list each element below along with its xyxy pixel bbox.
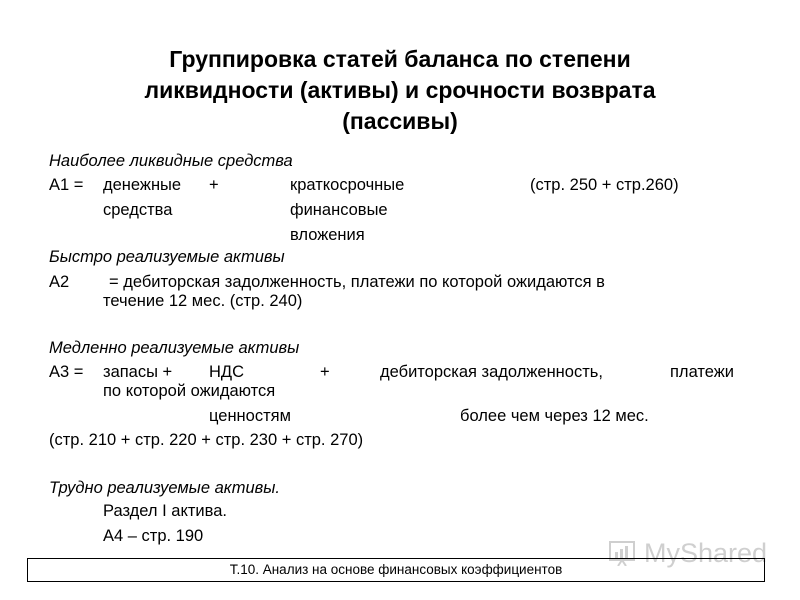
- a1-cash-line2: средства: [103, 201, 173, 219]
- title-line-3: (пассивы): [342, 108, 458, 134]
- a1-short-line2: финансовые: [290, 201, 388, 219]
- a3-stocks: запасы +: [103, 363, 173, 381]
- a3-receivables-line1: дебиторская задолженность,: [380, 363, 603, 381]
- a3-code: А3 =: [49, 363, 84, 381]
- a4-heading: Трудно реализуемые активы.: [49, 479, 280, 497]
- a3-heading: Медленно реализуемые активы: [49, 339, 300, 357]
- a1-short-line3: вложения: [290, 226, 365, 244]
- a3-payments: платежи: [670, 363, 734, 381]
- a3-more-than: более чем через 12 мес.: [460, 407, 649, 425]
- a1-reference: (стр. 250 + стр.260): [530, 176, 679, 194]
- title-line-1: Группировка статей баланса по степени: [169, 46, 631, 72]
- watermark-text: MyShared: [644, 538, 768, 568]
- a4-formula: А4 – стр. 190: [103, 527, 204, 545]
- page-title: [0, 44, 800, 137]
- a2-text-line1: = дебиторская задолженность, платежи по которой ожидаются в: [109, 273, 605, 291]
- footer-caption: Т.10. Анализ на основе финансовых коэффициентов: [27, 558, 765, 582]
- a2-code: А2: [49, 273, 70, 291]
- a1-cash-line1: денежные: [103, 176, 182, 194]
- a1-short-line1: краткосрочные: [290, 176, 405, 194]
- a3-receivables-line2: по которой ожидаются: [103, 382, 276, 400]
- a3-vat: НДС: [209, 363, 245, 381]
- a3-reference: (стр. 210 + стр. 220 + стр. 230 + стр. 270): [49, 431, 364, 449]
- title-line-2: ликвидности (активы) и срочности возврата: [144, 77, 656, 103]
- a3-plus: +: [320, 363, 330, 381]
- a3-values: ценностям: [209, 407, 291, 425]
- a1-heading: Наиболее ликвидные средства: [49, 152, 293, 170]
- a1-plus: +: [209, 176, 219, 194]
- a1-code: А1 =: [49, 176, 84, 194]
- a2-text-line2: течение 12 мес. (стр. 240): [103, 292, 303, 310]
- a2-heading: Быстро реализуемые активы: [49, 248, 285, 266]
- a4-section: Раздел I актива.: [103, 502, 227, 520]
